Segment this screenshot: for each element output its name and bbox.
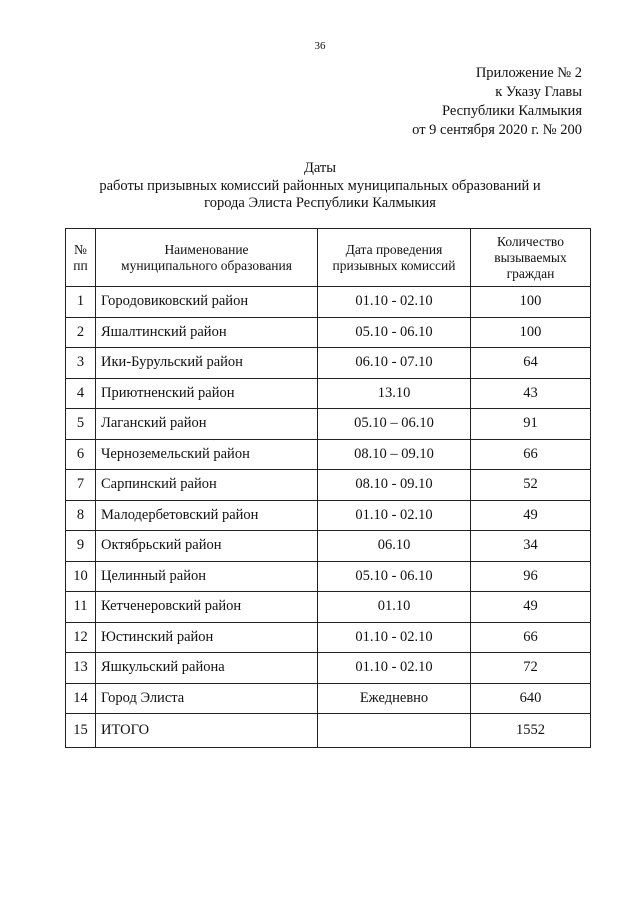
cell-date: 08.10 – 09.10 <box>318 439 471 470</box>
title-line: Даты <box>303 160 337 176</box>
table-row <box>66 439 591 470</box>
cell-num: 9 <box>66 531 96 562</box>
cell-name: Яшалтинский район <box>96 317 318 348</box>
cell-name: ИТОГО <box>96 714 318 748</box>
cell-count: 49 <box>471 592 591 623</box>
appendix-line: от 9 сентября 2020 г. № 200 <box>412 122 582 138</box>
cell-date: 08.10 - 09.10 <box>318 470 471 501</box>
cell-count: 49 <box>471 500 591 531</box>
cell-count: 640 <box>471 683 591 714</box>
cell-count: 66 <box>471 622 591 653</box>
header-text: граждан <box>506 265 555 281</box>
cell-num: 13 <box>66 653 96 684</box>
cell-num: 11 <box>66 592 96 623</box>
cell-count: 100 <box>471 317 591 348</box>
cell-num: 6 <box>66 439 96 470</box>
cell-date <box>318 714 471 748</box>
cell-date: 13.10 <box>318 378 471 409</box>
table-row <box>66 714 591 748</box>
cell-count: 52 <box>471 470 591 501</box>
cell-name: Юстинский район <box>96 622 318 653</box>
cell-num: 12 <box>66 622 96 653</box>
cell-count: 64 <box>471 348 591 379</box>
cell-date: Ежедневно <box>318 683 471 714</box>
header-text: Наименование <box>164 241 249 257</box>
cell-date: 01.10 - 02.10 <box>318 622 471 653</box>
header-text: Количество <box>497 233 564 249</box>
title-line: города Элиста Республики Калмыкия <box>204 195 436 211</box>
cell-count: 66 <box>471 439 591 470</box>
table-row <box>66 683 591 714</box>
cell-num: 4 <box>66 378 96 409</box>
cell-num: 10 <box>66 561 96 592</box>
table-body <box>66 287 591 748</box>
table-row <box>66 592 591 623</box>
header-text: № <box>74 241 87 257</box>
cell-num: 14 <box>66 683 96 714</box>
cell-count: 100 <box>471 287 591 318</box>
cell-name: Городовиковский район <box>96 287 318 318</box>
table-row <box>66 561 591 592</box>
table-header-row <box>66 229 591 287</box>
appendix-header <box>412 64 582 140</box>
table-row <box>66 622 591 653</box>
cell-name: Город Элиста <box>96 683 318 714</box>
cell-name: Кетченеровский район <box>96 592 318 623</box>
header-date <box>318 229 471 287</box>
cell-date: 05.10 - 06.10 <box>318 561 471 592</box>
cell-date: 06.10 - 07.10 <box>318 348 471 379</box>
header-text: Дата проведения <box>345 241 443 257</box>
header-text: муниципального образования <box>121 257 292 273</box>
header-count <box>471 229 591 287</box>
header-name <box>96 229 318 287</box>
header-text: пп <box>73 257 88 273</box>
cell-name: Сарпинский район <box>96 470 318 501</box>
document-title <box>60 160 580 213</box>
table-row <box>66 531 591 562</box>
cell-count: 96 <box>471 561 591 592</box>
cell-num: 8 <box>66 500 96 531</box>
table-row <box>66 409 591 440</box>
cell-num: 7 <box>66 470 96 501</box>
cell-date: 01.10 <box>318 592 471 623</box>
cell-name: Черноземельский район <box>96 439 318 470</box>
table-row <box>66 348 591 379</box>
cell-name: Яшкульский района <box>96 653 318 684</box>
cell-date: 06.10 <box>318 531 471 562</box>
cell-name: Октябрьский район <box>96 531 318 562</box>
cell-name: Лаганский район <box>96 409 318 440</box>
cell-date: 01.10 - 02.10 <box>318 500 471 531</box>
cell-count: 1552 <box>471 714 591 748</box>
table-row <box>66 653 591 684</box>
cell-name: Целинный район <box>96 561 318 592</box>
header-text: вызываемых <box>494 249 567 265</box>
cell-name: Приютненский район <box>96 378 318 409</box>
cell-num: 2 <box>66 317 96 348</box>
cell-num: 3 <box>66 348 96 379</box>
cell-date: 05.10 – 06.10 <box>318 409 471 440</box>
appendix-line: Республики Калмыкия <box>441 103 582 119</box>
cell-num: 15 <box>66 714 96 748</box>
table-row <box>66 287 591 318</box>
table-row <box>66 500 591 531</box>
cell-date: 05.10 - 06.10 <box>318 317 471 348</box>
cell-date: 01.10 - 02.10 <box>318 653 471 684</box>
table-row <box>66 378 591 409</box>
cell-count: 43 <box>471 378 591 409</box>
cell-name: Малодербетовский район <box>96 500 318 531</box>
cell-num: 5 <box>66 409 96 440</box>
header-num <box>66 229 96 287</box>
appendix-line: Приложение № 2 <box>475 65 582 81</box>
appendix-line: к Указу Главы <box>495 84 582 100</box>
cell-num: 1 <box>66 287 96 318</box>
table-row <box>66 317 591 348</box>
cell-count: 72 <box>471 653 591 684</box>
header-text: призывных комиссий <box>332 257 456 273</box>
cell-name: Ики-Бурульский район <box>96 348 318 379</box>
cell-count: 91 <box>471 409 591 440</box>
title-line: работы призывных комиссий районных муниципальных образований и <box>99 177 541 194</box>
cell-count: 34 <box>471 531 591 562</box>
schedule-table <box>65 228 591 748</box>
cell-date: 01.10 - 02.10 <box>318 287 471 318</box>
page-number: 36 <box>314 40 326 52</box>
table-row <box>66 470 591 501</box>
